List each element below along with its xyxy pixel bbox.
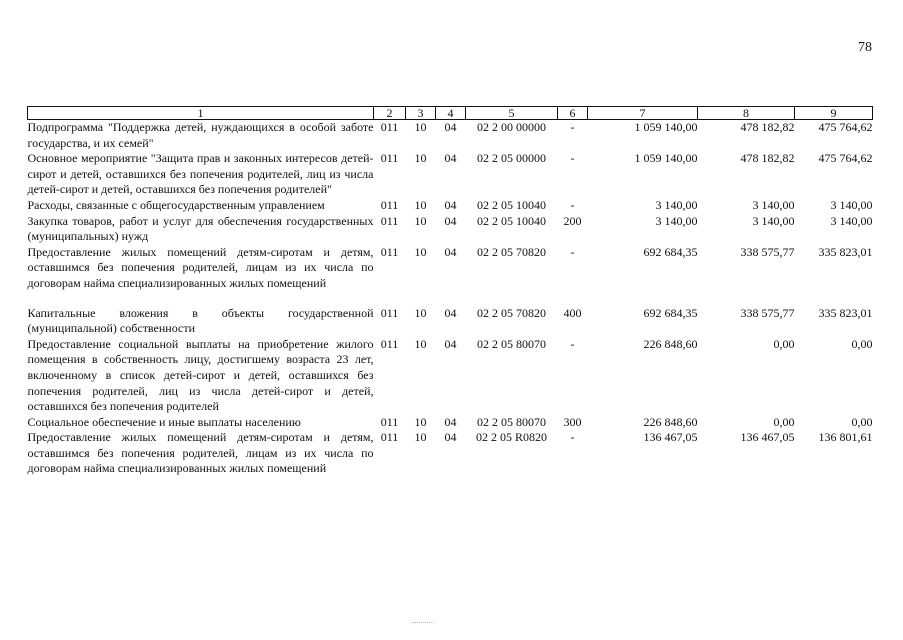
row-code-target: 02 2 05 10040 bbox=[477, 213, 546, 228]
row-amount-9: 3 140,00 bbox=[830, 197, 873, 212]
table-row bbox=[28, 198, 873, 214]
row-code-target: 02 2 05 10040 bbox=[477, 197, 546, 212]
table-row bbox=[28, 415, 873, 431]
row-code-section: 10 bbox=[414, 336, 427, 351]
scan-artifact bbox=[412, 622, 434, 624]
row-amount-9: 0,00 bbox=[851, 414, 873, 429]
row-code-target: 02 2 05 80070 bbox=[477, 336, 546, 351]
row-code-subsection: 04 bbox=[444, 305, 457, 320]
row-amount-9: 335 823,01 bbox=[818, 244, 873, 259]
row-code-subsection: 04 bbox=[444, 336, 457, 351]
table-row bbox=[28, 430, 873, 477]
col-header-2: 2 bbox=[374, 107, 406, 120]
row-name: Предоставление жилых помещений детям-сиротам и детям, оставшимся без попечения родителей, лицам из их числа по договорам найма специализированных жилых помещений bbox=[27, 244, 374, 290]
row-name: Предоставление жилых помещений детям-сиротам и детям, оставшимся без попечения родителей, лицам из их числа по договорам найма специализированных жилых помещений bbox=[27, 430, 374, 476]
row-amount-7: 692 684,35 bbox=[643, 244, 698, 259]
row-amount-8: 136 467,05 bbox=[740, 430, 795, 445]
table-row bbox=[28, 306, 873, 337]
row-code-subsection: 04 bbox=[444, 120, 457, 134]
col-header-9: 9 bbox=[795, 107, 873, 120]
row-code-expense-type: 200 bbox=[563, 213, 582, 228]
row-code-ministry: 011 bbox=[380, 430, 399, 445]
row-code-ministry: 011 bbox=[380, 151, 399, 166]
row-name: Закупка товаров, работ и услуг для обеспечения государственных (муниципальных) нужд bbox=[27, 213, 374, 244]
row-code-target: 02 2 05 00000 bbox=[477, 151, 546, 166]
budget-table bbox=[27, 106, 873, 477]
row-amount-8: 0,00 bbox=[773, 336, 795, 351]
row-code-section: 10 bbox=[414, 305, 427, 320]
table-row bbox=[28, 337, 873, 415]
row-amount-7: 1 059 140,00 bbox=[634, 120, 698, 134]
row-amount-7: 692 684,35 bbox=[643, 305, 698, 320]
row-name: Капитальные вложения в объекты государственной (муниципальной) собственности bbox=[27, 305, 374, 336]
row-amount-9: 0,00 bbox=[851, 336, 873, 351]
row-code-section: 10 bbox=[414, 213, 427, 228]
row-code-expense-type: 300 bbox=[563, 414, 582, 429]
row-amount-7: 226 848,60 bbox=[643, 414, 698, 429]
table-row bbox=[28, 151, 873, 198]
row-code-ministry: 011 bbox=[380, 120, 399, 134]
row-code-subsection: 04 bbox=[444, 414, 457, 429]
row-code-subsection: 04 bbox=[444, 213, 457, 228]
row-code-target: 02 2 05 R0820 bbox=[475, 430, 547, 445]
row-amount-9: 475 764,62 bbox=[818, 120, 873, 134]
row-code-target: 02 2 00 00000 bbox=[477, 120, 546, 134]
row-code-subsection: 04 bbox=[444, 244, 457, 259]
table-row bbox=[28, 120, 873, 152]
row-amount-8: 3 140,00 bbox=[752, 213, 795, 228]
blank-spacer-cell bbox=[28, 292, 873, 306]
row-code-section: 10 bbox=[414, 197, 427, 212]
row-code-ministry: 011 bbox=[380, 213, 399, 228]
row-code-expense-type: - bbox=[570, 430, 575, 445]
row-code-section: 10 bbox=[414, 120, 427, 134]
header-row bbox=[28, 107, 873, 120]
col-header-6: 6 bbox=[558, 107, 588, 120]
row-code-ministry: 011 bbox=[380, 336, 399, 351]
row-amount-7: 136 467,05 bbox=[643, 430, 698, 445]
row-code-expense-type: 400 bbox=[563, 305, 582, 320]
row-amount-9: 475 764,62 bbox=[818, 151, 873, 166]
row-code-target: 02 2 05 70820 bbox=[477, 244, 546, 259]
row-code-expense-type: - bbox=[570, 197, 575, 212]
row-name: Расходы, связанные с общегосударственным управлением bbox=[27, 197, 325, 212]
row-code-ministry: 011 bbox=[380, 197, 399, 212]
blank-spacer-row bbox=[28, 292, 873, 306]
col-header-3: 3 bbox=[406, 107, 436, 120]
col-header-8: 8 bbox=[698, 107, 795, 120]
row-amount-8: 3 140,00 bbox=[752, 197, 795, 212]
col-header-7: 7 bbox=[588, 107, 698, 120]
row-code-subsection: 04 bbox=[444, 430, 457, 445]
row-name: Социальное обеспечение и иные выплаты населению bbox=[27, 414, 301, 429]
col-header-1: 1 bbox=[28, 107, 374, 120]
row-amount-9: 136 801,61 bbox=[818, 430, 873, 445]
row-code-target: 02 2 05 80070 bbox=[477, 414, 546, 429]
row-amount-7: 3 140,00 bbox=[655, 213, 698, 228]
row-amount-8: 338 575,77 bbox=[740, 244, 795, 259]
row-code-expense-type: - bbox=[570, 336, 575, 351]
row-code-expense-type: - bbox=[570, 120, 575, 134]
page-number: 78 bbox=[858, 40, 872, 55]
row-code-section: 10 bbox=[414, 244, 427, 259]
row-code-section: 10 bbox=[414, 151, 427, 166]
row-amount-7: 1 059 140,00 bbox=[634, 151, 698, 166]
row-amount-9: 335 823,01 bbox=[818, 305, 873, 320]
col-header-5: 5 bbox=[466, 107, 558, 120]
row-amount-8: 338 575,77 bbox=[740, 305, 795, 320]
row-name: Предоставление социальной выплаты на приобретение жилого помещения в собственность лицу, достигшему возраста 23 лет, включенному в список детей-сирот и детей, оставшихся без попечения родителей, лиц из числа детей-сирот и детей, оставшихся без попечения родителей bbox=[27, 336, 374, 414]
row-amount-7: 226 848,60 bbox=[643, 336, 698, 351]
table-row bbox=[28, 245, 873, 292]
row-code-section: 10 bbox=[414, 414, 427, 429]
row-code-section: 10 bbox=[414, 430, 427, 445]
row-amount-8: 478 182,82 bbox=[740, 151, 795, 166]
row-code-expense-type: - bbox=[570, 151, 575, 166]
row-amount-9: 3 140,00 bbox=[830, 213, 873, 228]
row-code-expense-type: - bbox=[570, 244, 575, 259]
col-header-4: 4 bbox=[436, 107, 466, 120]
table-row bbox=[28, 214, 873, 245]
row-code-ministry: 011 bbox=[380, 305, 399, 320]
row-amount-8: 0,00 bbox=[773, 414, 795, 429]
row-name: Подпрограмма "Поддержка детей, нуждающихся в особой заботе государства, и их семей" bbox=[27, 120, 374, 150]
row-name: Основное мероприятие "Защита прав и законных интересов детей-сирот и детей, оставшихся без попечения родителей, лиц из числа детей-сирот и детей, оставшихся без попечения родителей" bbox=[27, 151, 374, 197]
row-code-subsection: 04 bbox=[444, 151, 457, 166]
row-code-ministry: 011 bbox=[380, 414, 399, 429]
row-code-ministry: 011 bbox=[380, 244, 399, 259]
row-code-subsection: 04 bbox=[444, 197, 457, 212]
row-code-target: 02 2 05 70820 bbox=[477, 305, 546, 320]
row-amount-7: 3 140,00 bbox=[655, 197, 698, 212]
row-amount-8: 478 182,82 bbox=[740, 120, 795, 134]
